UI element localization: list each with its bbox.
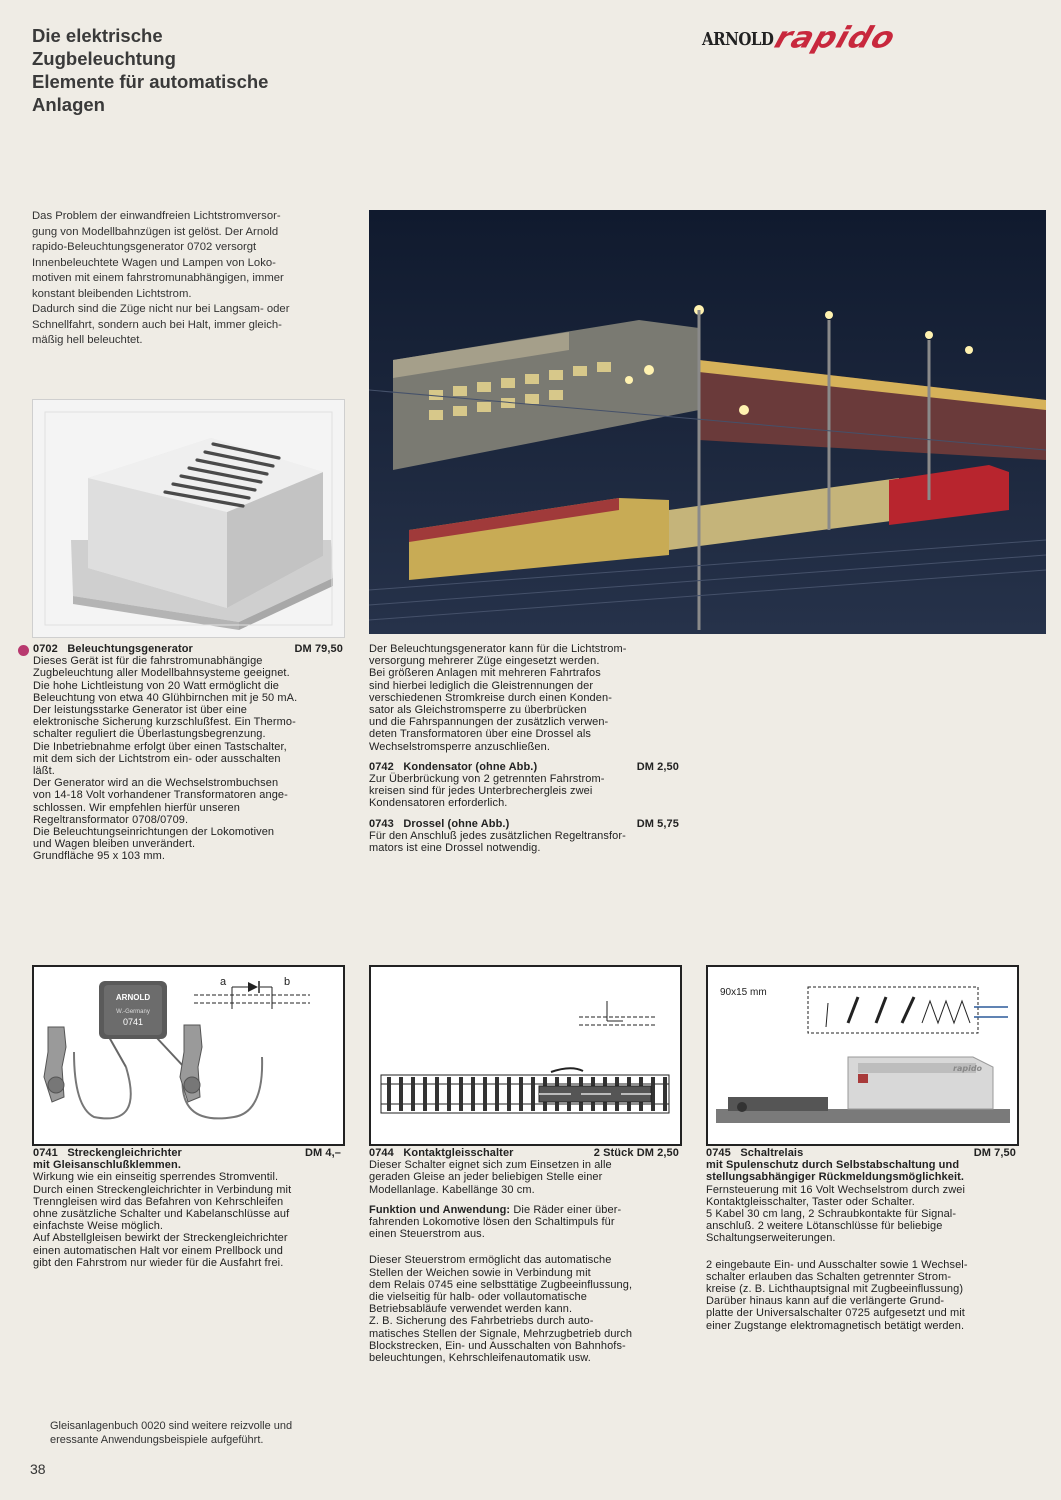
desc-line: sind hierbei lediglich die Gleistrennungen der — [369, 679, 594, 692]
bullet-dot — [18, 645, 29, 656]
function-label: Funktion und Anwendung: — [369, 1203, 511, 1216]
brand-logo — [700, 20, 1020, 56]
device-code-label: 0741 — [122, 1017, 144, 1027]
desc-line: Grundfläche 95 x 103 mm. — [33, 850, 166, 863]
device-brand-label: rapido — [953, 1064, 983, 1073]
desc-line: Auf Abstellgleisen bewirkt der Streckengleichrichter — [33, 1232, 288, 1245]
desc-line: Blockstrecken, Ein- und Ausschalten von Bahnhofs- — [369, 1339, 626, 1352]
product-0702-header — [33, 643, 343, 655]
product-code: 0741 — [33, 1147, 58, 1159]
page-number: 38 — [30, 1461, 46, 1477]
intro-line: Schnellfahrt, sondern auch bei Halt, immer gleich- — [32, 318, 282, 331]
footer-note — [50, 1419, 370, 1447]
diagram-0741 — [32, 965, 345, 1146]
contact-track-illustration — [371, 967, 680, 1144]
product-name: Beleuchtungsgenerator — [67, 643, 193, 655]
product-0741 — [33, 1147, 341, 1269]
intro-line: motiven mit einem fahrstromunabhängigen, immer — [32, 272, 284, 284]
desc-line: Dieser Schalter eignet sich zum Einsetzen in alle — [369, 1159, 612, 1172]
desc-line: Die Inbetriebnahme erfolgt über einen Tastschalter, — [33, 740, 287, 753]
desc-line: kreisen sind für jedes Unterbrechergleis zwei — [369, 785, 593, 798]
product-code: 0742 — [369, 760, 394, 773]
intro-text — [32, 209, 347, 349]
desc-line: anschluß. 2 weitere Lötanschlüsse für beliebige — [706, 1220, 943, 1233]
desc-line: Modellanlage. Kabellänge 30 cm. — [369, 1183, 535, 1196]
generator-illustration — [33, 400, 344, 637]
product-price: DM 79,50 — [294, 643, 343, 655]
intro-line: Innenbeleuchtete Wagen und Lampen von Loko- — [32, 256, 276, 269]
intro-line: mäßig hell beleuchtet. — [32, 334, 143, 346]
product-price: DM 4,– — [304, 1147, 341, 1159]
desc-line: verschiedenen Stromkreise durch einen Konden- — [369, 691, 612, 704]
desc-line: schlossen. Wir empfehlen hierfür unseren — [33, 801, 240, 814]
layout-night-photo — [369, 210, 1046, 634]
intro-line: konstant bleibenden Lichtstrom. — [32, 287, 192, 300]
product-name: Kondensator (ohne Abb.) — [403, 760, 538, 773]
product-subtitle: mit Spulenschutz durch Selbstabschaltung und — [706, 1159, 960, 1172]
product-name: Kontaktgleisschalter — [403, 1147, 514, 1159]
desc-line: elektronische Sicherung kurzschlußfest. Ein Thermo- — [33, 716, 296, 729]
desc-line: Kondensatoren erforderlich. — [369, 797, 508, 810]
product-name: Streckengleichrichter — [67, 1147, 182, 1159]
desc-line: Schaltungserweiterungen. — [706, 1232, 836, 1245]
product-name: Schaltrelais — [740, 1147, 804, 1159]
device-origin-label: W.-Germany — [116, 1009, 150, 1015]
desc-line: schalter reguliert die Überlastungsbegrenzung. — [33, 728, 266, 741]
product-code: 0744 — [369, 1147, 394, 1159]
product-0744 — [369, 1147, 679, 1364]
desc-line: Dieser Steuerstrom ermöglicht das automatische — [369, 1254, 612, 1267]
desc-line: Bei größeren Anlagen mit mehreren Fahrtrafos — [369, 667, 601, 680]
desc-line: einen Steuerstrom aus. — [369, 1228, 485, 1241]
desc-line: Der Generator wird an die Wechselstrombuchsen — [33, 777, 279, 790]
desc-line: gibt den Fahrstrom nur wieder für die Ausfahrt frei. — [33, 1256, 284, 1269]
desc-line: Stellen der Weichen sowie in Verbindung mit — [369, 1266, 591, 1279]
relay-illustration — [708, 967, 1017, 1144]
desc-line: sator als Gleichstromsperre zu überbrücken — [369, 704, 587, 717]
product-0743-header — [369, 818, 679, 830]
product-subtitle: mit Gleisanschlußklemmen. — [33, 1159, 181, 1172]
desc-line: 5 Kabel 30 cm lang, 2 Schraubkontakte für Signal- — [706, 1208, 957, 1221]
product-price: DM 2,50 — [636, 760, 679, 773]
page-title — [32, 24, 362, 116]
product-price: DM 7,50 — [973, 1147, 1016, 1159]
title-line: Zugbeleuchtung — [32, 48, 176, 69]
diagram-0745 — [706, 965, 1019, 1146]
desc-line: versorgung mehrerer Züge eingesetzt werden. — [369, 655, 600, 668]
product-0742-header — [369, 761, 679, 773]
desc-line: einer Zugstange elektromagnetisch betätigt werden. — [706, 1319, 965, 1332]
desc-line: läßt. — [33, 765, 55, 778]
intro-line: rapido-Beleuchtungsgenerator 0702 versorgt — [32, 241, 257, 253]
desc-line: matisches Stellen der Signale, Mehrzugbetrieb durch — [369, 1327, 633, 1340]
desc-line: Durch einen Streckengleichrichter in Verbindung mit — [33, 1183, 292, 1196]
title-line: Anlagen — [32, 94, 105, 115]
dimension-label: 90x15 mm — [720, 987, 767, 998]
desc-line: Zur Überbrückung von 2 getrennten Fahrstrom- — [369, 773, 605, 786]
desc-line: fahrenden Lokomotive lösen den Schaltimpuls für — [369, 1216, 615, 1229]
footer-line: Gleisanlagenbuch 0020 sind weitere reizvolle und — [50, 1420, 293, 1432]
desc-line: einen automatischen Halt vor einem Prellbock und — [33, 1244, 283, 1257]
desc-line: geraden Gleise an jeder beliebigen Stelle einer — [369, 1171, 603, 1184]
product-0702 — [33, 643, 343, 863]
desc-line: und Wagen bleiben unverändert. — [33, 838, 196, 851]
desc-line: beleuchtungen, Kehrschleifenautomatik usw. — [369, 1352, 591, 1365]
title-line: Die elektrische — [32, 25, 163, 46]
desc-line: Z. B. Sicherung des Fahrbetriebs durch auto- — [369, 1315, 594, 1328]
rectifier-illustration — [34, 967, 343, 1144]
terminal-b-label: b — [284, 976, 291, 988]
diagram-0744 — [369, 965, 682, 1146]
desc-line: Die hohe Lichtleistung von 20 Watt ermöglicht die — [33, 679, 280, 692]
desc-line: Kontaktgleisschalter, Taster oder Schalter. — [706, 1195, 915, 1208]
desc-line: platte der Universalschalter 0725 aufgesetzt und mit — [706, 1307, 965, 1320]
desc-line: Der Beleuchtungsgenerator kann für die Lichtstrom- — [369, 643, 627, 655]
desc-line: kreise (z. B. Lichthauptsignal mit Zugbeeinflussung) — [706, 1283, 964, 1296]
desc-line: Der leistungsstarke Generator ist über eine — [33, 704, 248, 717]
product-0741-header — [33, 1147, 341, 1159]
product-subtitle: stellungsabhängiger Rückmeldungsmöglichkeit. — [706, 1171, 965, 1184]
desc-line: mators ist eine Drossel notwendig. — [369, 842, 541, 855]
desc-line: Wirkung wie ein einseitig sperrendes Stromventil. — [33, 1171, 279, 1184]
desc-line: Fernsteuerung mit 16 Volt Wechselstrom durch zwei — [706, 1183, 966, 1196]
product-code: 0743 — [369, 817, 394, 830]
middle-column — [369, 643, 679, 854]
device-brand-label: ARNOLD — [115, 993, 151, 1002]
desc-line: Für den Anschluß jedes zusätzlichen Regeltransfor- — [369, 829, 626, 842]
desc-line: deten Transformatoren über eine Drossel als — [369, 728, 591, 741]
desc-line: mit dem sich der Lichtstrom ein- oder ausschalten — [33, 752, 281, 765]
desc-line: schalter erlauben das Schalten getrennter Strom- — [706, 1270, 952, 1283]
terminal-a-label: a — [220, 976, 227, 988]
title-line: Elemente für automatische — [32, 71, 269, 92]
generator-photo — [32, 399, 345, 638]
desc-line: Wechselstromsperre anzuschließen. — [369, 740, 551, 753]
desc-line: einfachste Weise möglich. — [33, 1220, 164, 1233]
intro-line: Das Problem der einwandfreien Lichtstromversor- — [32, 210, 281, 222]
product-price: DM 5,75 — [636, 817, 679, 830]
desc-line: von 14-18 Volt vorhandener Transformatoren ange- — [33, 789, 288, 802]
intro-line: Dadurch sind die Züge nicht nur bei Langsam- oder — [32, 303, 290, 315]
desc-line: Betriebsabläufe verwendet werden kann. — [369, 1303, 573, 1316]
desc-line: ohne zusätzliche Schalter und Kabelanschlüsse auf — [33, 1208, 290, 1221]
product-price: 2 Stück DM 2,50 — [593, 1147, 679, 1159]
desc-line: Die Beleuchtungseinrichtungen der Lokomotiven — [33, 826, 275, 839]
brand-rapido: rapido — [770, 20, 901, 56]
night-scene-illustration — [369, 210, 1046, 634]
desc-line: dem Relais 0745 eine selbsttätige Zugbeeinflussung, — [369, 1278, 633, 1291]
product-0745 — [706, 1147, 1016, 1332]
brand-arnold: ARNOLD — [702, 28, 774, 50]
function-line — [369, 1204, 679, 1216]
desc-line: Zugbeleuchtung aller Modellbahnsysteme geeignet. — [33, 667, 290, 680]
product-0744-header — [369, 1147, 679, 1159]
desc-line: Trenngleisen wird das Befahren von Kehrschleifen — [33, 1195, 284, 1208]
desc-line: Regeltransformator 0708/0709. — [33, 813, 189, 826]
intro-line: gung von Modellbahnzügen ist gelöst. Der Arnold — [32, 225, 279, 238]
desc-line: Dieses Gerät ist für die fahrstromunabhängige — [33, 655, 263, 668]
product-code: 0745 — [706, 1147, 731, 1159]
desc-line: Beleuchtung von etwa 40 Glühbirnchen mit je 50 mA. — [33, 691, 298, 704]
desc-line: Die Räder einer über- — [510, 1203, 622, 1216]
product-0745-header — [706, 1147, 1016, 1159]
product-code: 0702 — [33, 643, 58, 655]
product-name: Drossel (ohne Abb.) — [403, 817, 510, 830]
desc-line: Darüber hinaus kann auf die verlängerte Grund- — [706, 1295, 945, 1308]
desc-line: die vielseitig für halb- oder vollautomatische — [369, 1291, 587, 1304]
desc-line: 2 eingebaute Ein- und Ausschalter sowie 1 Wechsel- — [706, 1258, 968, 1271]
desc-line: und die Fahrspannungen der zusätzlich verwen- — [369, 716, 609, 729]
footer-line: eressante Anwendungsbeispiele aufgeführt. — [50, 1434, 264, 1446]
